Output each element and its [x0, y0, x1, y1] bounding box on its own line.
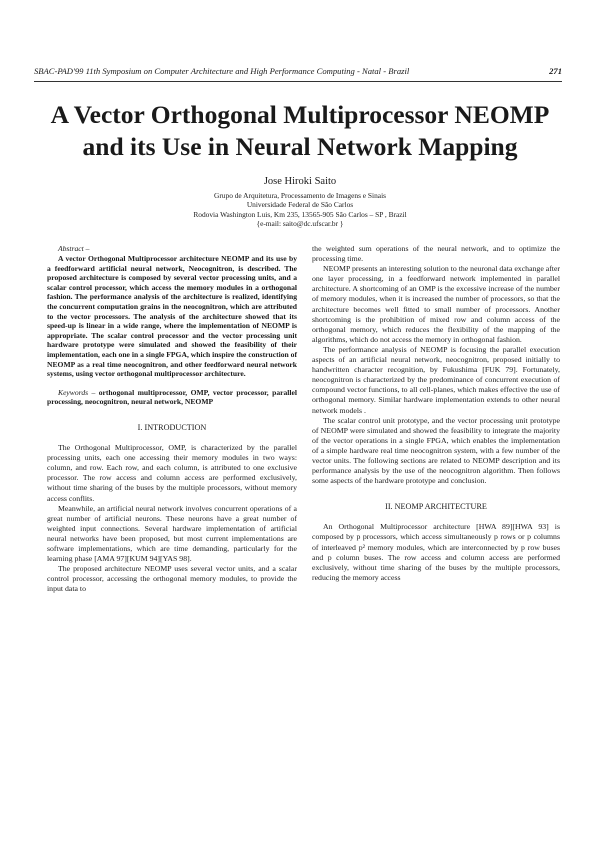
affiliation-line: Universidade Federal de São Carlos [246, 200, 354, 210]
paper-title [0, 99, 600, 163]
right-column [312, 244, 560, 583]
intro-paragraph: The Orthogonal Multiprocessor, OMP, is characterized by the parallel processing units, each one accessing their memory modules in two ways: column, and row. Each row, and each column, is attributed to one exclusive processor. The row access and column access are performed exclusively, without time sharing of the buses by the multiple processors, without memory access conflits. [47, 443, 297, 503]
abstract-text: A vector Orthogonal Multiprocessor architecture NEOMP and its use by a feedforward artificial neural network, Neocognitron, is described. The proposed architecture is composed by several vector processing units, and a scalar control processor, which access the memory modules in a orthogonal fashion. The performance analysis of the architecture is realized, identifying the concurrent computation grains in the neocognitron, which are attributed to the vector processors. The analysis of the architecture showed that its speed-up is linear in a wide range, where the implementation of NEOMP is appropriate. The scalar control processor and the vector processing unit hardware prototype were simulated and showed the feasibility of their implementation, each one in a single FPGA, which inspire the construction of NEOMP as a real time neocognitron, and other feedforward neural network systems, using vector orthogonal multiprocessor architecture. [47, 254, 297, 379]
header-rule [34, 81, 562, 82]
paragraph-continuation: the weighted sum operations of the neural network, and to optimize the processing time. [312, 244, 560, 264]
body-paragraph: The scalar control unit prototype, and the vector processing unit prototype of NEOMP were simulated and showed the feasibility to integrate the majority of the vector operations in a single FPGA, which enables the implementation of a simple hardware real time neocognitron system, with a few number of the vector units. The following sections are related to NEOMP description and its performance analysis by the use of the neocognitron algorithm. Then follows some aspects of the hardware prototype and conclusion. [312, 415, 560, 486]
intro-paragraph: Meanwhile, an artificial neural network involves concurrent operations of a great number of artificial neurons. These neurons have a great number of weighted input connections. Several hardware implementation of artificial neural networks have been proposed, but most current implementations are software implementations, which are time demanding, particularly for the learning phase [AMA 97][KUM 94][YAS 98]. [47, 503, 297, 564]
running-title: SBAC-PAD'99 11th Symposium on Computer Architecture and High Performance Computing - Natal - Brazil [34, 66, 410, 76]
author-name: Jose Hiroki Saito [263, 176, 337, 187]
author-email: {e-mail: saito@dc.ufscar.br } [256, 218, 344, 228]
body-paragraph: The performance analysis of NEOMP is focusing the parallel execution aspects of an artificial neural network, neocognitron, proposed initially to handwritten character recognition, by Fukushima [FUK 79]. Fortunately, neocognitron is characterized by the predominance of concurrent execution of compound vector functions, to all cell-planes, which makes effective the use of orthogonal memory. Similar hardware implementation extends to other neural network models . [312, 344, 560, 415]
page-number: 271 [549, 66, 562, 76]
body-paragraph: NEOMP presents an interesting solution to the neuronal data exchange after one layer processing, in a feedforward network implemented in parallel architecture. A shortcoming of an OMP is the excessive increase of the number of memory modules, when it is increased the number of processors, so that the architecture becomes well fitted to small number of processors. Another shortcoming is the prohibition of mixed row and column access of the orthogonal memory, which reduces the flexibility of the mapping of the algorithms, which do not access the memory in orthogonal fashion. [312, 264, 561, 344]
keywords-text: orthogonal multiprocessor, OMP, vector processor, parallel processing, neocognitron, neural network, NEOMP [47, 387, 297, 407]
keywords-label: Keywords – [58, 387, 96, 397]
title-line-1: A Vector Orthogonal Multiprocessor NEOMP [50, 100, 550, 129]
section-heading-architecture: II. NEOMP ARCHITECTURE [385, 502, 487, 512]
body-paragraph: An Orthogonal Multiprocessor architecture [HWA 89][HWA 93] is composed by p processors, which access simultaneously p rows or p columns of interleaved p² memory modules, which are interconnected by p row buses and p column buses. The row access and column access are performed exclusively, without time sharing of the buses by the multiple processors, reducing the memory access [312, 522, 560, 582]
keywords [47, 388, 297, 407]
affiliation-line: Rodovia Washington Luis, Km 235, 13565-905 São Carlos – SP , Brazil [193, 209, 407, 219]
abstract-label: Abstract – [58, 244, 90, 253]
left-column [47, 244, 297, 595]
intro-paragraph: The proposed architecture NEOMP uses several vector units, and a scalar control processor, accessing the orthogonal memory modules, to provide the input data to [47, 564, 297, 594]
section-heading-introduction: I. INTRODUCTION [137, 423, 207, 432]
affiliation [0, 191, 600, 228]
title-line-2: and its Use in Neural Network Mapping [82, 132, 518, 161]
affiliation-line: Grupo de Arquitetura, Processamento de Imagens e Sinais [214, 191, 386, 200]
